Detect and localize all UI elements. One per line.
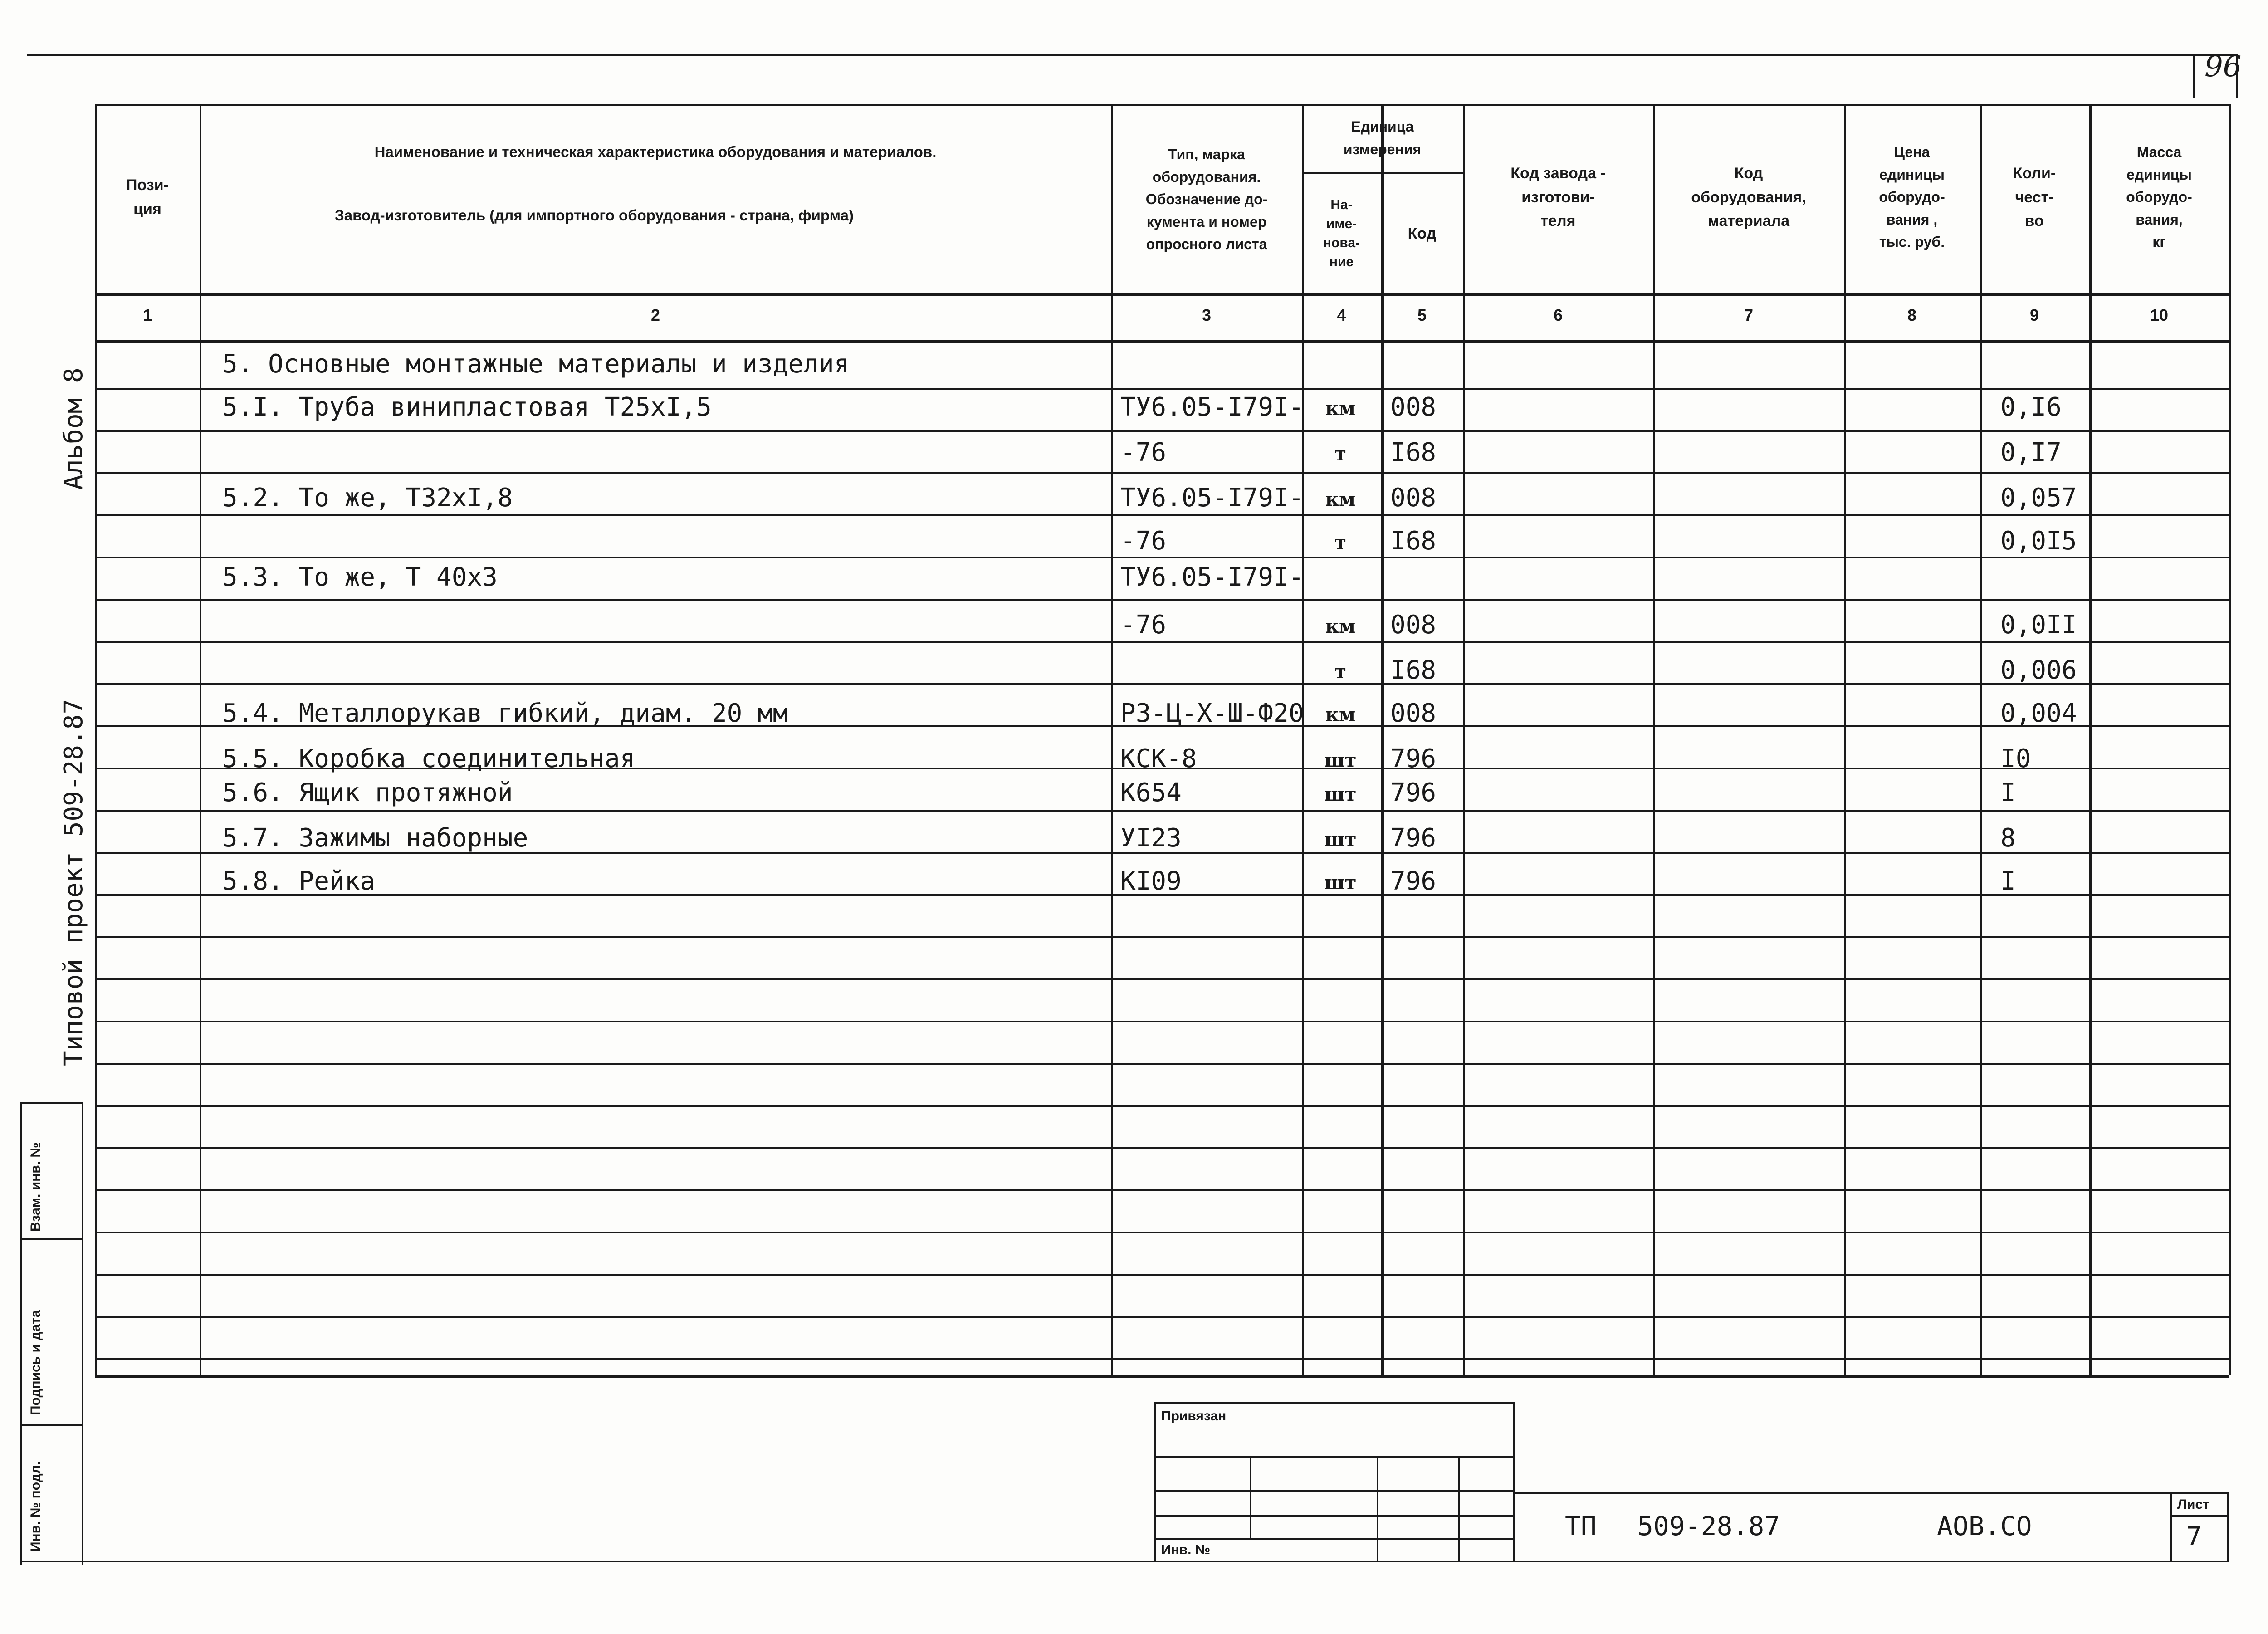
header-position: Пози- ция xyxy=(126,176,169,218)
row-document: -76 xyxy=(1120,526,1167,556)
row-document: КI09 xyxy=(1120,866,1182,896)
row-line xyxy=(95,1358,2229,1360)
row-unit-name: шт xyxy=(1324,783,1357,805)
header-quantity: Коли- чест- во xyxy=(2013,164,2056,230)
row-document: Р3-Ц-Х-Ш-Ф20 xyxy=(1120,699,1304,728)
row-unit-name: км xyxy=(1325,397,1356,420)
column-number: 3 xyxy=(1202,306,1212,324)
sheet-number: 96 xyxy=(2204,50,2242,83)
row-unit-name: км xyxy=(1325,488,1356,510)
header-name-line1: Наименование и техническая характеристика оборудования и материалов. xyxy=(374,143,937,161)
row-name: 5.3. То же, Т 40x3 xyxy=(222,563,498,592)
project-number: 509-28.87 xyxy=(1637,1511,1780,1541)
bound-label: Привязан xyxy=(1161,1409,1227,1424)
row-line xyxy=(95,1189,2229,1191)
top-frame-line xyxy=(27,54,2236,56)
row-unit-code: 796 xyxy=(1390,778,1437,807)
row-line xyxy=(95,978,2229,980)
row-quantity: I xyxy=(2000,778,2016,807)
column-number: 7 xyxy=(1744,306,1754,324)
title-block-line xyxy=(2227,1492,2229,1561)
title-block-line xyxy=(1513,1402,1515,1561)
title-block-line xyxy=(1513,1492,2229,1494)
table-left-line xyxy=(95,104,97,1375)
header-price: Цена единицы оборудо- вания , тыс. руб. xyxy=(1879,144,1945,250)
title-block-line xyxy=(1154,1402,1513,1404)
stamp-column-left xyxy=(20,1102,22,1565)
row-line xyxy=(95,1063,2229,1065)
stamp-original-inv: Инв. № подл. xyxy=(28,1461,43,1551)
row-quantity: 0,057 xyxy=(2000,483,2077,513)
row-document: КСК-8 xyxy=(1120,744,1197,773)
row-unit-name: км xyxy=(1325,615,1356,637)
row-name: 5.2. То же, Т32xI,8 xyxy=(222,483,513,513)
row-unit-code: 796 xyxy=(1390,823,1437,853)
header-line xyxy=(1302,172,1463,174)
column-number: 2 xyxy=(650,306,660,324)
stamp-column-right xyxy=(82,1102,83,1565)
title-block-line xyxy=(1250,1456,1251,1538)
column-number: 5 xyxy=(1417,306,1427,324)
row-name: 5.6. Ящик протяжной xyxy=(222,778,513,807)
title-block-line xyxy=(1458,1456,1460,1561)
row-unit-code: 008 xyxy=(1390,699,1437,728)
stamp-line xyxy=(20,1102,82,1104)
row-unit-code: 008 xyxy=(1390,610,1437,640)
row-line xyxy=(95,1316,2229,1318)
row-name: 5.5. Коробка соединительная xyxy=(222,744,635,773)
title-block-line xyxy=(2170,1492,2172,1561)
row-line xyxy=(95,599,2229,601)
row-unit-name: т xyxy=(1334,660,1347,683)
row-line xyxy=(95,1232,2229,1233)
row-unit-code: 008 xyxy=(1390,483,1437,513)
row-unit-code: I68 xyxy=(1390,656,1437,685)
sheet-value: 7 xyxy=(2186,1522,2202,1551)
table-bottom-line xyxy=(95,1375,2229,1378)
header-unit-group: Единица измерения xyxy=(1343,118,1422,157)
row-quantity: 0,006 xyxy=(2000,656,2077,685)
row-line xyxy=(95,641,2229,643)
row-document: ТУ6.05-I79I- xyxy=(1120,483,1304,513)
row-quantity: I0 xyxy=(2000,744,2031,773)
document-mark: АОВ.СО xyxy=(1937,1511,2032,1541)
stamp-line xyxy=(20,1424,82,1426)
row-line xyxy=(95,1147,2229,1149)
row-quantity: 0,0II xyxy=(2000,610,2077,640)
row-quantity: I xyxy=(2000,866,2016,896)
title-block-line xyxy=(2170,1515,2227,1517)
header-name-line2: Завод-изготовитель (для импортного оборудования - страна, фирма) xyxy=(335,207,854,224)
row-document: ТУ6.05-I79I- xyxy=(1120,392,1304,422)
row-line xyxy=(95,683,2229,685)
row-line xyxy=(95,936,2229,938)
row-document: -76 xyxy=(1120,610,1167,640)
row-name: 5. Основные монтажные материалы и изделия xyxy=(222,349,850,379)
header-unit-code: Код xyxy=(1408,225,1437,242)
header-mass: Масса единицы оборудо- вания, кг xyxy=(2126,144,2192,250)
column-number-line xyxy=(95,340,2229,343)
row-quantity: 8 xyxy=(2000,823,2016,853)
sheet-label: Лист xyxy=(2177,1497,2209,1512)
row-unit-name: шт xyxy=(1324,749,1357,771)
row-line xyxy=(95,1105,2229,1107)
row-line xyxy=(95,430,2229,432)
column-number: 6 xyxy=(1553,306,1563,324)
row-quantity: 0,I7 xyxy=(2000,438,2062,467)
row-unit-code: 796 xyxy=(1390,744,1437,773)
row-unit-name: шт xyxy=(1324,871,1357,894)
project-label: Типовой проект 509-28.87 xyxy=(59,699,88,1066)
header-maker-code: Код завода - изготови- теля xyxy=(1510,164,1606,230)
row-document: -76 xyxy=(1120,438,1167,467)
row-document: К654 xyxy=(1120,778,1182,807)
album-label: Альбом 8 xyxy=(59,367,88,490)
column-number: 4 xyxy=(1337,306,1346,324)
row-unit-name: т xyxy=(1334,443,1347,465)
column-line xyxy=(2229,104,2231,1375)
row-name: 5.I. Труба винипластовая Т25xI,5 xyxy=(222,392,712,422)
bottom-frame-line xyxy=(20,1561,2229,1562)
row-line xyxy=(95,557,2229,558)
row-unit-name: шт xyxy=(1324,828,1357,851)
column-number: 1 xyxy=(142,306,152,324)
header-type: Тип, марка оборудования. Обозначение до- кумента и номер опросного листа xyxy=(1145,146,1268,253)
row-line xyxy=(95,1021,2229,1022)
inventory-label: Инв. № xyxy=(1161,1542,1211,1557)
row-unit-code: 008 xyxy=(1390,392,1437,422)
stamp-replace-inv: Взам. инв. № xyxy=(28,1142,43,1232)
row-unit-code: I68 xyxy=(1390,438,1437,467)
row-line xyxy=(95,514,2229,516)
row-document: ТУ6.05-I79I- xyxy=(1120,563,1304,592)
column-number: 8 xyxy=(1907,306,1917,324)
title-block-line xyxy=(1377,1456,1378,1561)
row-quantity: 0,004 xyxy=(2000,699,2077,728)
row-line xyxy=(95,1274,2229,1276)
row-line xyxy=(95,472,2229,474)
header-bottom-line xyxy=(95,293,2229,296)
row-name: 5.8. Рейка xyxy=(222,866,376,896)
tp-label: ТП xyxy=(1565,1511,1597,1541)
stamp-line xyxy=(20,1238,82,1240)
row-name: 5.7. Зажимы наборные xyxy=(222,823,528,853)
row-line xyxy=(95,810,2229,812)
title-block-line xyxy=(1154,1402,1156,1561)
row-quantity: 0,I6 xyxy=(2000,392,2062,422)
row-line xyxy=(95,388,2229,390)
row-quantity: 0,0I5 xyxy=(2000,526,2077,556)
row-unit-code: I68 xyxy=(1390,526,1437,556)
stamp-signature-date: Подпись и дата xyxy=(28,1310,43,1415)
column-number: 10 xyxy=(2150,306,2169,324)
row-unit-name: т xyxy=(1334,531,1347,553)
header-unit-name: На- име- нова- ние xyxy=(1323,197,1360,269)
header-equipment-code: Код оборудования, материала xyxy=(1691,164,1806,230)
sheet-number-box-left xyxy=(2193,54,2195,98)
column-number: 9 xyxy=(2029,306,2039,324)
row-document: УI23 xyxy=(1120,823,1182,853)
row-unit-name: км xyxy=(1325,704,1356,726)
row-unit-code: 796 xyxy=(1390,866,1437,896)
row-name: 5.4. Металлорукав гибкий, диам. 20 мм xyxy=(222,699,788,728)
